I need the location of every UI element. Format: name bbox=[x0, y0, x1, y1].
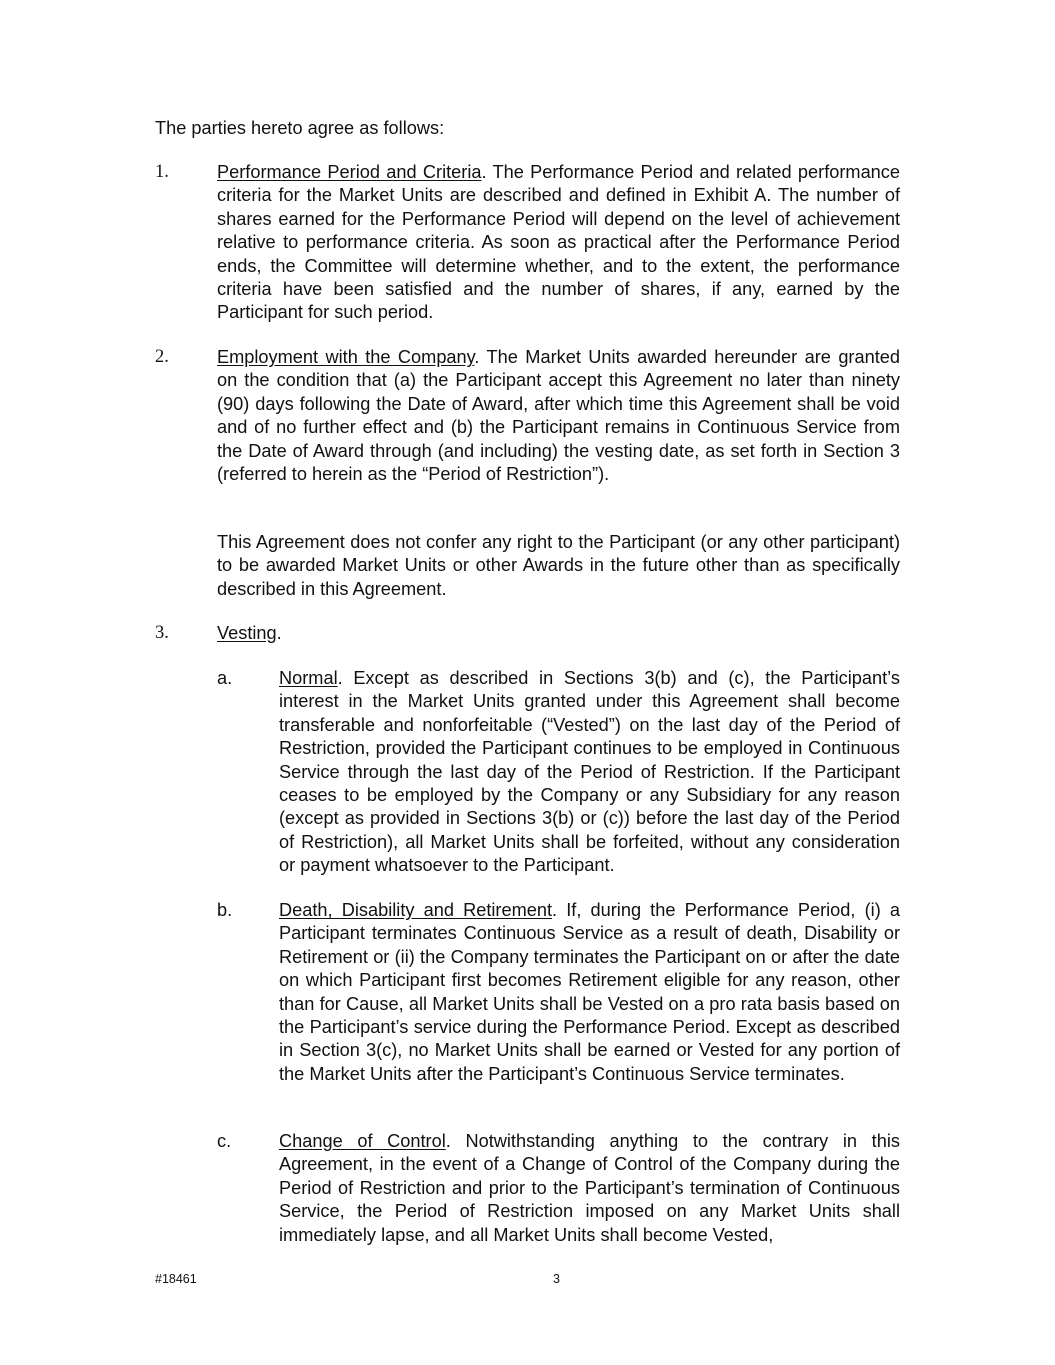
intro-line: The parties hereto agree as follows: bbox=[155, 118, 445, 138]
section-2-paragraph: This Agreement does not confer any right to the Participant (or any other participant) to be awarded Market Units or other Awards in the future other than as specifically described in this Agreement. bbox=[217, 532, 900, 599]
subsection-letter: b. bbox=[217, 900, 233, 920]
section-text: The Market Units awarded hereunder are granted on the condition that (a) the Participant accept this Agreement no later than ninety (90) days following the Date of Award, after which time this Agreement shall be void and of no further effect and (b) the Participant remains in Continuous Service from the Date of Award through (and including) the vesting date, as set forth in Section 3 (referred to herein as the “Period of Restriction”). bbox=[217, 347, 901, 485]
section-heading-period: . bbox=[276, 623, 282, 643]
subsection-heading: Normal bbox=[279, 668, 338, 688]
subsection-body bbox=[279, 1130, 900, 1247]
section-heading: Performance Period and Criteria bbox=[217, 162, 482, 182]
section-text: The Performance Period and related performance criteria for the Market Units are described and defined in Exhibit A. The number of shares earned for the Performance Period will depend on the level of achievement relative to performance criteria. As soon as practical after the Performance Period ends, the Committee will determine whether, and to the extent, the performance criteria have been satisfied and the number of shares, if any, earned by the Participant for such period. bbox=[217, 162, 901, 323]
subsection-heading: Death, Disability and Retirement bbox=[279, 900, 553, 920]
section-heading-period: . bbox=[474, 347, 480, 367]
subsection-letter: c. bbox=[217, 1131, 232, 1151]
subsection-body bbox=[279, 899, 900, 1086]
subsection-heading: Change of Control bbox=[279, 1131, 446, 1151]
section-body bbox=[217, 161, 900, 325]
section-number: 3. bbox=[155, 623, 169, 643]
section-body bbox=[217, 346, 900, 486]
subsection-text: . Notwithstanding anything to the contrary in this Agreement, in the event of a Change of Control of the Company during the Period of Restriction and prior to the Participant’s termination of Continuous Service, the Period of Restriction imposed on any Market Units shall immediately lapse, and all Market Units shall become Vested, bbox=[279, 1131, 900, 1245]
section-number: 1. bbox=[155, 162, 169, 182]
section-heading-period: . bbox=[481, 162, 487, 182]
section-body bbox=[217, 622, 900, 645]
subsection-text: . Except as described in Sections 3(b) and (c), the Participant’s interest in the Market Units granted under this Agreement shall become transferable and nonforfeitable (“Vested”) on the last day of the Period of Restriction, provided the Participant continues to be employed in Continuous Service through the last day of the Period of Restriction. If the Participant ceases to be employed by the Company or any Subsidiary for any reason (except as provided in Sections 3(b) or (c)) before the last day of the Period of Restriction), all Market Units shall be forfeited, without any consideration or payment whatsoever to the Participant. bbox=[279, 668, 900, 876]
section-heading: Vesting bbox=[217, 623, 277, 643]
document-id: #18461 bbox=[155, 1272, 197, 1286]
page-number: 3 bbox=[553, 1272, 560, 1286]
subsection-letter: a. bbox=[217, 668, 233, 688]
subsection-text: . If, during the Performance Period, (i) a Participant terminates Continuous Service as a result of death, Disability or Retirement or (ii) the Company terminates the Participant on or after the date on which Participant first becomes Retirement eligible for any reason, other than for Cause, all Market Units shall be Vested on a pro rata basis based on the Participant’s service during the Performance Period. Except as described in Section 3(c), no Market Units shall be earned or Vested for any portion of the Market Units after the Participant’s Continuous Service terminates. bbox=[279, 900, 900, 1084]
section-heading: Employment with the Company bbox=[217, 347, 475, 367]
subsection-body bbox=[279, 667, 900, 878]
section-number: 2. bbox=[155, 347, 169, 367]
